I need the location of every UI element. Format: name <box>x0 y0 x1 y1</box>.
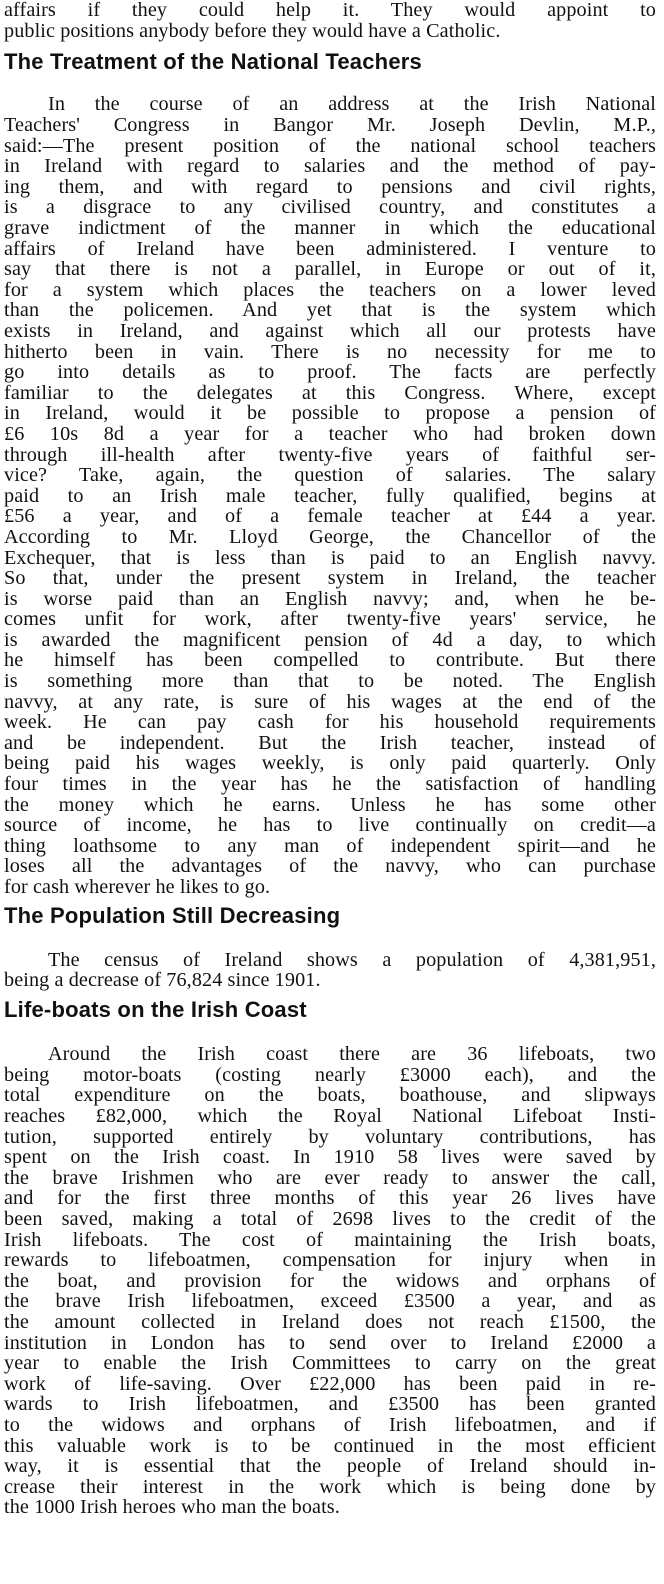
section-heading-lifeboats: Life-boats on the Irish Coast <box>4 997 307 1023</box>
text-line: is a disgrace to any civilised country, and constitutes a <box>4 196 656 219</box>
text-line: £6 10s 8d a year for a teacher who had broken down <box>4 422 656 445</box>
text-line: four times in the year has he the satisfaction of handling <box>4 773 656 796</box>
text-line: ing them, and with regard to pensions and civil rights, <box>4 175 656 198</box>
text-line: According to Mr. Lloyd George, the Chancellor of the <box>4 525 656 548</box>
text-line: comes unfit for work, after twenty-five years' service, he <box>4 608 656 631</box>
text-line: through ill-health after twenty-five years of faithful ser- <box>4 443 656 466</box>
text-line: the 1000 Irish heroes who man the boats. <box>4 1496 340 1519</box>
text-line: hitherto been in vain. There is no necessity for me to <box>4 340 656 363</box>
text-line: exists in Ireland, and against which all our protests have <box>4 319 656 342</box>
text-line: affairs if they could help it. They would appoint to <box>4 0 656 21</box>
text-line: being motor-boats (costing nearly £3000 each), and the <box>4 1063 656 1086</box>
text-line: the amount collected in Ireland does not reach £1500, the <box>4 1311 656 1333</box>
text-line: tution, supported entirely by voluntary contributions, has <box>4 1125 656 1148</box>
intro-paragraph <box>4 0 656 41</box>
lifeboats-paragraph <box>4 1044 656 1518</box>
text-line: crease their interest in the work which is being done by <box>4 1475 656 1498</box>
text-line: to the widows and orphans of Irish lifeboatmen, and if <box>4 1413 656 1436</box>
text-line: for a system which places the teachers on a lower leved <box>4 278 656 301</box>
text-line: affairs of Ireland have been administered. I venture to <box>4 237 656 260</box>
text-line: go into details as to proof. The facts are perfectly <box>4 361 656 384</box>
text-line: and be independent. But the Irish teacher, instead of <box>4 731 656 754</box>
text-line: being paid his wages weekly, is only paid quarterly. Only <box>4 752 656 775</box>
text-line: The census of Ireland shows a population of 4,381,951, <box>48 948 656 971</box>
text-line: spent on the Irish coast. In 1910 58 lives were saved by <box>4 1146 656 1169</box>
text-line: year to enable the Irish Committees to carry on the great <box>4 1352 656 1375</box>
text-line: source of income, he has to live continually on credit—a <box>4 814 656 837</box>
text-line: and for the first three months of this year 26 lives have <box>4 1187 656 1210</box>
text-line: work of life-saving. Over £22,000 has been paid in re- <box>4 1372 656 1395</box>
text-line: reaches £82,000, which the Royal National Lifeboat Insti- <box>4 1105 656 1128</box>
text-line: Teachers' Congress in Bangor Mr. Joseph Devlin, M.P., <box>4 114 656 137</box>
text-line: public positions anybody before they would have a Catholic. <box>4 19 501 42</box>
text-line: said:—The present position of the national school teachers <box>4 134 656 157</box>
text-line: this valuable work is to be continued in the most efficient <box>4 1434 656 1457</box>
text-line: being a decrease of 76,824 since 1901. <box>4 969 321 992</box>
text-line: vice? Take, again, the question of salaries. The salary <box>4 464 656 487</box>
text-line: So that, under the present system in Ireland, the teacher <box>4 567 656 590</box>
text-line: grave indictment of the manner in which the educational <box>4 217 656 239</box>
text-line: loses all the advantages of the navvy, who can purchase <box>4 855 656 878</box>
text-line: paid to an Irish male teacher, fully qualified, begins at <box>4 484 656 507</box>
text-line: rewards to lifeboatmen, compensation for injury when in <box>4 1249 656 1272</box>
text-line: institution in London has to send over to Ireland £2000 a <box>4 1331 656 1354</box>
text-line: wards to Irish lifeboatmen, and £3500 has been granted <box>4 1393 656 1416</box>
section-heading-national-teachers: The Treatment of the National Teachers <box>4 49 422 75</box>
text-line: than the policemen. And yet that is the system which <box>4 299 656 322</box>
text-line: been saved, making a total of 2698 lives to the credit of the <box>4 1208 656 1231</box>
population-paragraph <box>4 950 656 991</box>
text-line: total expenditure on the boats, boathouse, and slipways <box>4 1084 656 1107</box>
text-line: Irish lifeboats. The cost of maintaining the Irish boats, <box>4 1228 656 1251</box>
text-line: the boat, and provision for the widows and orphans of <box>4 1269 656 1292</box>
text-line: say that there is not a parallel, in Europe or out of it, <box>4 258 656 281</box>
text-line: way, it is essential that the people of Ireland should in- <box>4 1455 656 1478</box>
text-line: In the course of an address at the Irish National <box>48 93 656 116</box>
text-line: Around the Irish coast there are 36 lifeboats, two <box>48 1043 656 1066</box>
text-line: Exchequer, that is less than is paid to an English navvy. <box>4 546 656 569</box>
article-page <box>4 0 656 1518</box>
text-line: in Ireland, would it be possible to propose a pension of <box>4 402 656 425</box>
text-line: week. He can pay cash for his household requirements <box>4 711 656 734</box>
national-teachers-paragraph <box>4 94 656 897</box>
text-line: is something more than that to be noted. The English <box>4 670 656 693</box>
text-line: the money which he earns. Unless he has some other <box>4 793 656 816</box>
text-line: for cash wherever he likes to go. <box>4 876 271 898</box>
text-line: thing loathsome to any man of independent spirit—and he <box>4 834 656 857</box>
text-line: familiar to the delegates at this Congress. Where, except <box>4 381 656 404</box>
text-line: in Ireland with regard to salaries and the method of pay- <box>4 155 656 178</box>
text-line: navvy, at any rate, is sure of his wages at the end of the <box>4 690 656 713</box>
text-line: is worse paid than an English navvy; and, when he be- <box>4 587 656 610</box>
section-heading-population: The Population Still Decreasing <box>4 902 341 928</box>
text-line: he himself has been compelled to contribute. But there <box>4 649 656 672</box>
text-line: £56 a year, and of a female teacher at £44 a year. <box>4 505 656 528</box>
text-line: the brave Irish lifeboatmen, exceed £3500 a year, and as <box>4 1290 656 1313</box>
text-line: the brave Irishmen who are ever ready to answer the call, <box>4 1166 656 1189</box>
text-line: is awarded the magnificent pension of 4d a day, to which <box>4 628 656 651</box>
